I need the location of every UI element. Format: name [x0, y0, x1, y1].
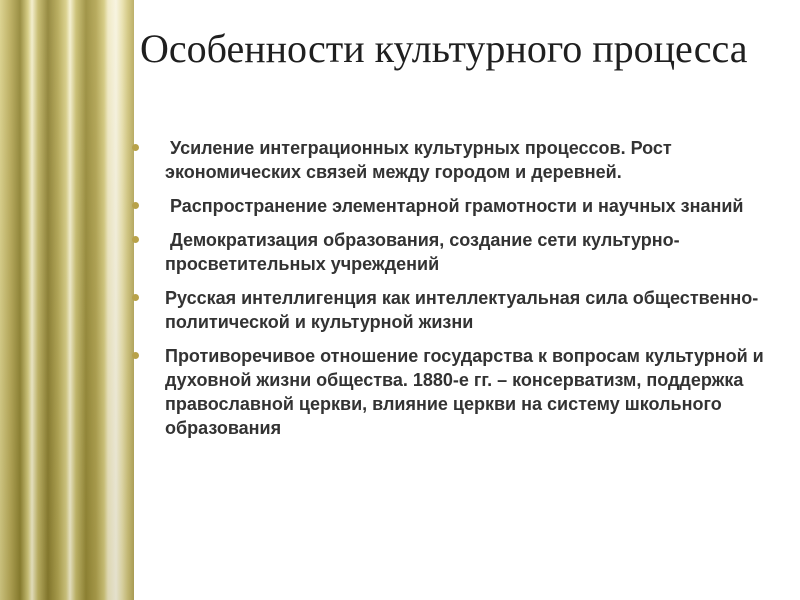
- gold-dot-icon: [132, 202, 139, 209]
- bullet-list: [132, 136, 772, 450]
- bullet-item: [132, 136, 772, 184]
- gold-dot-icon: [132, 236, 139, 243]
- bullet-item: [132, 286, 772, 334]
- gold-dot-icon: [132, 144, 139, 151]
- slide-title: Особенности культурного процесса: [140, 26, 748, 71]
- gold-dot-icon: [132, 352, 139, 359]
- gold-dot-icon: [132, 294, 139, 301]
- bullet-item: [132, 344, 772, 440]
- decorative-gold-stripes: [0, 0, 134, 600]
- bullet-text: Демократизация образования, создание сети культурно-просветительных учреждений: [165, 230, 680, 274]
- bullet-text: Русская интеллигенция как интеллектуальная сила общественно-политической и культурной жизни: [165, 288, 759, 332]
- bullet-text: Противоречивое отношение государства к вопросам культурной и духовной жизни общества. 1880-е гг. – консерватизм, поддержка православной церкви, влияние церкви на систему школьного образования: [165, 346, 769, 438]
- bullet-item: [132, 228, 772, 276]
- bullet-text: Усиление интеграционных культурных процессов. Рост экономических связей между городом и деревней.: [165, 138, 677, 182]
- bullet-text: Распространение элементарной грамотности и научных знаний: [165, 196, 744, 216]
- bullet-item: [132, 194, 772, 218]
